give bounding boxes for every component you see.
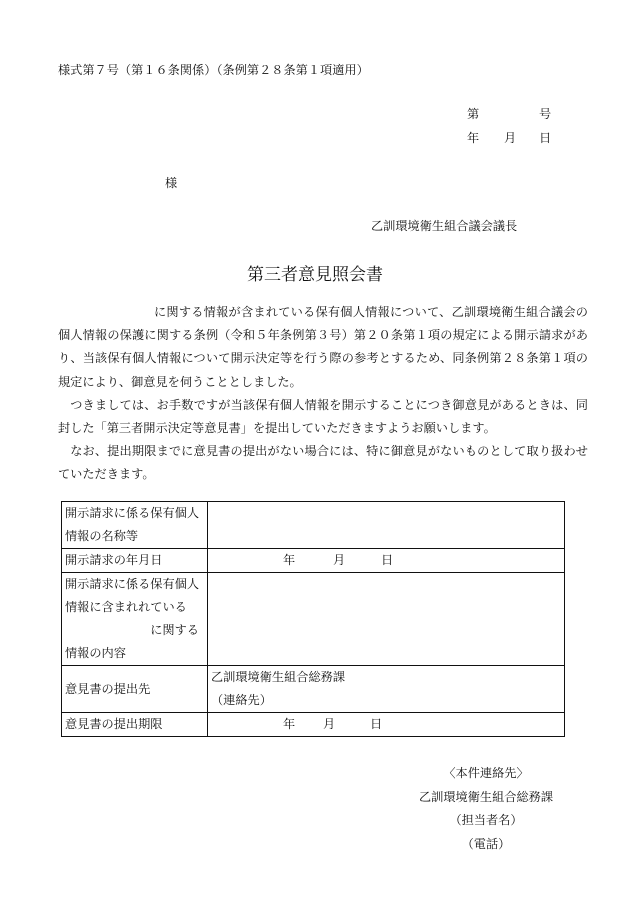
date-year: 年 [467, 131, 480, 145]
contact-department: 乙訓環境衛生組合総務課 [418, 789, 554, 804]
date-month: 月 [504, 131, 517, 145]
label-personal-info-name: 開示請求に係る保有個人 情報の名称等 [62, 502, 208, 549]
paragraph-1: に関する情報が含まれている保有個人情報について、乙訓環境衛生組合議会の個人情報の保護に関する条例（令和５年条例第３号）第２０条第１項の規定による開示請求があり、当該保有個人情報について開示決定等を行う際の参考とするため、同条例第２８条第１項の規定により、御意見を伺うこととしました。 [58, 305, 588, 389]
table-row [62, 502, 565, 549]
doc-number-suffix: 号 [539, 107, 552, 121]
table-row [62, 573, 565, 666]
label-submission-deadline: 意見書の提出期限 [62, 713, 208, 737]
document-number [467, 105, 551, 122]
doc-number-prefix: 第 [467, 107, 480, 121]
value-personal-info-name[interactable] [208, 502, 565, 549]
table-row [62, 549, 565, 573]
value-submission-deadline[interactable]: 年 月 日 [208, 713, 565, 737]
sender: 乙訓環境衛生組合議会議長 [371, 219, 518, 233]
paragraph-2: つきましては、お手数ですが当該保有個人情報を開示することにつき御意見があるときは、同封した「第三者開示決定等意見書」を提出していただきますようお願いします。 [58, 397, 588, 436]
contact-phone: （電話） [461, 836, 511, 851]
info-table [61, 501, 565, 737]
table-row [62, 666, 565, 713]
date-day: 日 [539, 131, 552, 145]
label-request-date: 開示請求の年月日 [62, 549, 208, 573]
body-text [58, 301, 588, 487]
addressee: 様 [165, 176, 178, 190]
label-submission-destination: 意見書の提出先 [62, 666, 208, 713]
table-row [62, 713, 565, 737]
page-title: 第三者意見照会書 [247, 265, 383, 285]
label-info-content: 開示請求に係る保有個人 情報に含まれれている に関する 情報の内容 [62, 573, 208, 666]
contact-person: （担当者名） [449, 813, 523, 827]
value-submission-destination: 乙訓環境衛生組合総務課 （連絡先） [208, 666, 565, 713]
value-info-content[interactable] [208, 573, 565, 666]
value-request-date[interactable]: 年 月 日 [208, 549, 565, 573]
issue-date [467, 129, 551, 146]
form-number: 様式第７号（第１６条関係）（条例第２８条第１項適用） [58, 63, 369, 77]
contact-block [380, 762, 592, 856]
contact-heading: 〈本件連絡先〉 [443, 766, 529, 780]
paragraph-3: なお、提出期限までに意見書の提出がない場合には、特に御意見がないものとして取り扱わせていただきます。 [58, 444, 588, 482]
